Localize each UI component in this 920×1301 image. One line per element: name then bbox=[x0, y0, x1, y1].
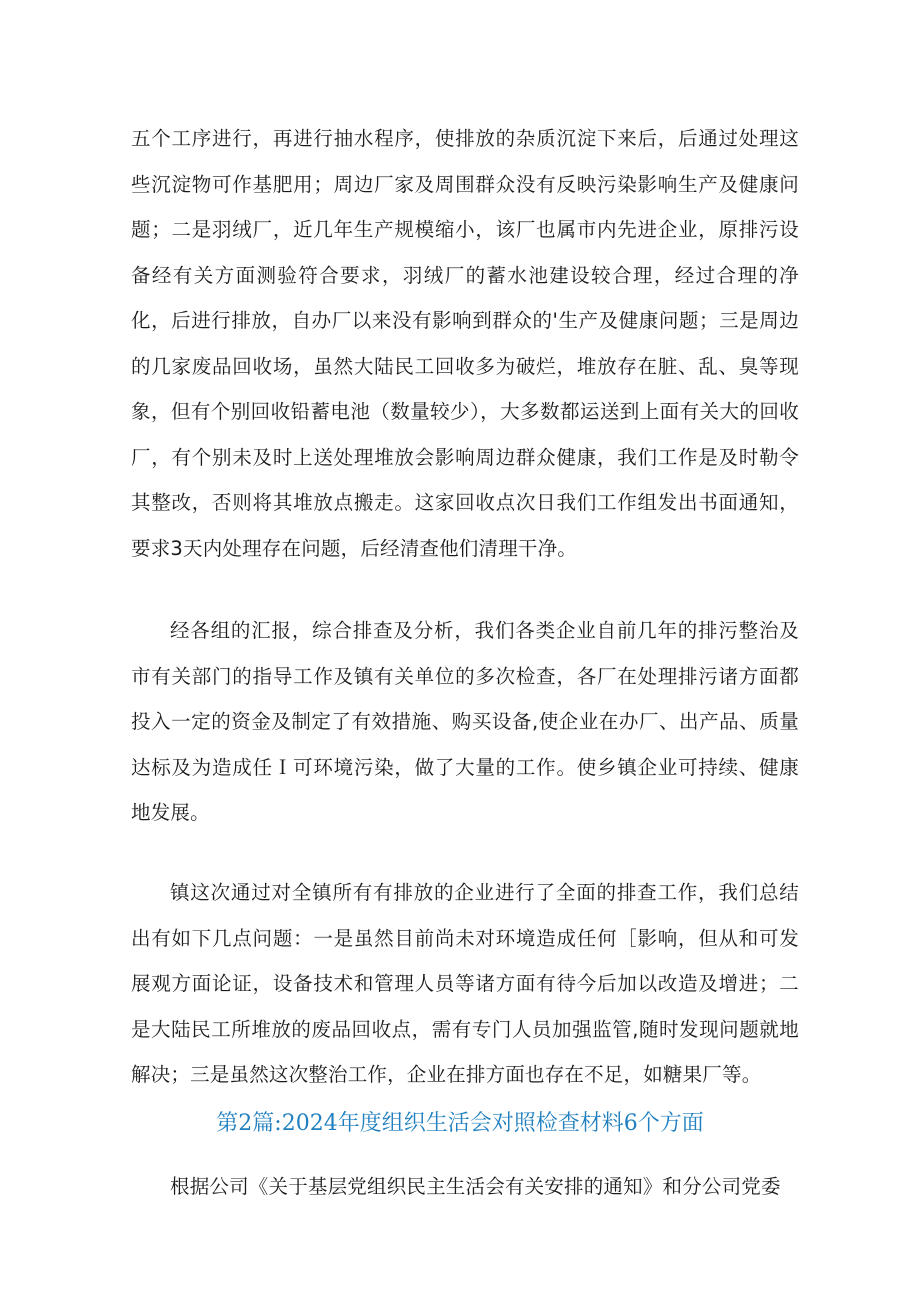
body-paragraph-3: 镇这次通过对全镇所有有排放的企业进行了全面的排查工作，我们总结出有如下几点问题：一是虽然目前尚未对环境造成任何［影响，但从和可发展观方面论证，设备技术和管理人员等诸方面有待今后加以改造及增进；二是大陆民工所堆放的废品回收点，需有专门人员加强监管,随时发现问题就地解决；三是虽然这次整治工作，企业在排方面也存在不足，如糖果厂等。 bbox=[131, 881, 799, 1086]
body-paragraph-4: 根据公司《关于基层党组织民主生活会有关安排的通知》和分公司党委 bbox=[170, 1175, 781, 1198]
section-heading: 第2篇:2024年度组织生活会对照检查材料6个方面 bbox=[216, 1111, 704, 1136]
body-paragraph-1: 五个工序进行，再进行抽水程序，使排放的杂质沉淀下来后，后通过处理这些沉淀物可作基肥用；周边厂家及周围群众没有反映污染影响生产及健康问题；二是羽绒厂，近几年生产规模缩小，该厂也属市内先进企业，原排污设备经有关方面测验符合要求，羽绒厂的蓄水池建设较合理，经过合理的净化，后进行排放，自办厂以来没有影响到群众的'生产及健康问题；三是周边的几家废品回收场，虽然大陆民工回收多为破烂，堆放存在脏、乱、臭等现象，但有个别回收铅蓄电池（数量较少），大多数都运送到上面有关大的回收厂，有个别未及时上送处理堆放会影响周边群众健康，我们工作是及时勒令其整改，否则将其堆放点搬走。这家回收点次日我们工作组发出书面通知，要求3天内处理存在问题，后经清查他们清理干净。 bbox=[131, 127, 799, 560]
body-paragraph-2: 经各组的汇报，综合排查及分析，我们各类企业自前几年的排污整治及市有关部门的指导工作及镇有关单位的多次检查，各厂在处理排污诸方面都投入一定的资金及制定了有效措施、购买设备,使企业在办厂、出产品、质量达标及为造成任Ｉ可环境污染，做了大量的工作。使乡镇企业可持续、健康地发展。 bbox=[131, 619, 799, 824]
